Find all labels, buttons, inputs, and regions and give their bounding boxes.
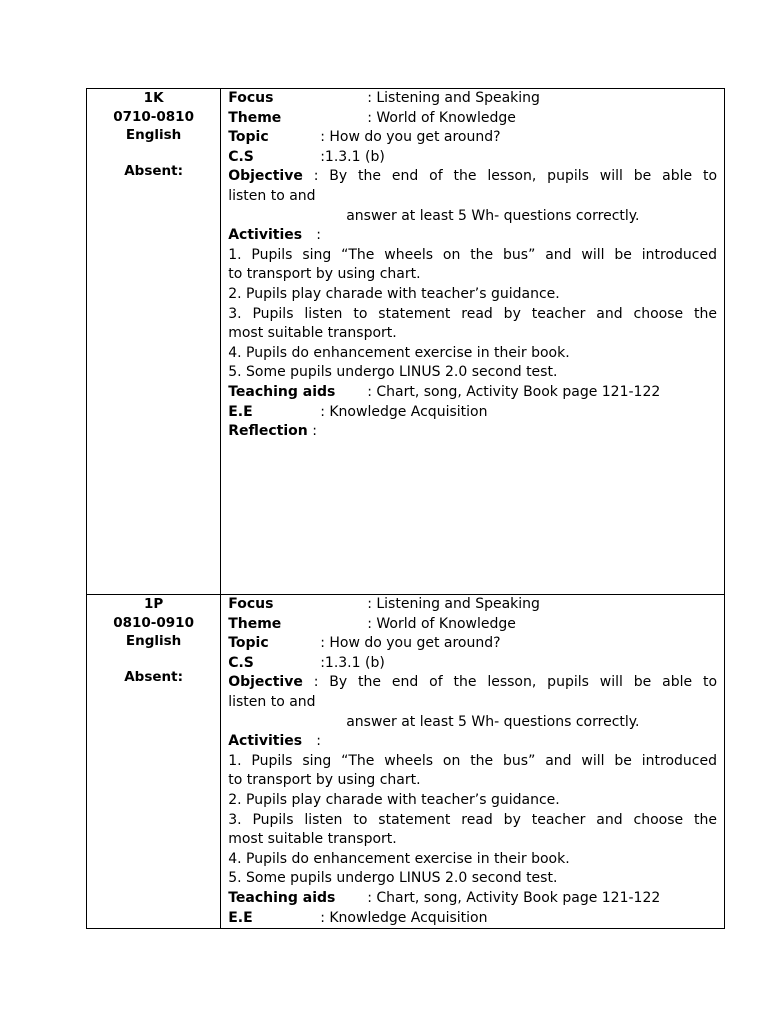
class-info	[87, 595, 220, 686]
class-info-cell	[87, 89, 221, 595]
teaching-aids-label: Teaching aids	[228, 889, 336, 906]
cs-label: C.S	[228, 654, 254, 671]
topic-line	[228, 128, 717, 148]
theme-label: Theme	[228, 615, 282, 632]
objective-line-3	[228, 713, 717, 733]
topic-value: : How do you get around?	[320, 129, 501, 146]
activity-2-line	[228, 791, 717, 811]
ee-value: : Knowledge Acquisition	[320, 403, 488, 420]
focus-value: : Listening and Speaking	[367, 90, 540, 106]
teaching-aids-label: Teaching aids	[228, 383, 336, 400]
objective-line-3	[228, 207, 717, 227]
focus-line	[228, 595, 717, 615]
theme-label: Theme	[228, 109, 282, 126]
absent-label: Absent:	[124, 162, 183, 179]
class-name: 1P	[143, 596, 164, 612]
class-info	[87, 89, 220, 180]
theme-line	[228, 109, 717, 129]
cs-label: C.S	[228, 148, 254, 165]
activity-5-text: 5. Some pupils undergo LINUS 2.0 second test.	[228, 870, 558, 887]
lesson-row	[87, 595, 725, 929]
class-subject: English	[125, 633, 182, 649]
activity-3-line-1	[228, 811, 717, 831]
objective-line	[228, 167, 717, 187]
teaching-aids-value: : Chart, song, Activity Book page 121-122	[367, 383, 661, 400]
activity-3-line-1	[228, 305, 717, 325]
theme-value: : World of Knowledge	[367, 109, 516, 126]
ee-line	[228, 909, 717, 929]
class-info-cell	[87, 595, 221, 929]
activity-2-text: 2. Pupils play charade with teacher’s guidance.	[228, 791, 560, 808]
activity-2-text: 2. Pupils play charade with teacher’s guidance.	[228, 285, 560, 302]
ee-line	[228, 403, 717, 423]
topic-label: Topic	[228, 129, 269, 146]
class-time: 0710-0810	[113, 108, 194, 125]
class-name: 1K	[143, 90, 164, 106]
activity-3-text-1: 3. Pupils listen to statement read by teacher and choose the	[228, 811, 717, 828]
cs-line	[228, 654, 717, 674]
ee-value: : Knowledge Acquisition	[320, 909, 488, 926]
ee-label: E.E	[228, 403, 253, 420]
activity-5-text: 5. Some pupils undergo LINUS 2.0 second test.	[228, 364, 558, 381]
teaching-aids-line	[228, 383, 717, 403]
objective-text-3: answer at least 5 Wh- questions correctly.	[346, 207, 640, 224]
reflection-line	[228, 422, 717, 442]
activities-colon: :	[316, 733, 321, 750]
cs-line	[228, 148, 717, 168]
activity-5-line	[228, 363, 717, 383]
activity-3-line-2	[228, 830, 717, 850]
objective-text-3: answer at least 5 Wh- questions correctly.	[346, 713, 640, 730]
objective-text-1: : By the end of the lesson, pupils will be able to	[313, 674, 717, 691]
reflection-label: Reflection	[228, 423, 308, 440]
lesson-plan-table	[86, 88, 725, 929]
theme-value: : World of Knowledge	[367, 615, 516, 632]
activity-1-line-1	[228, 752, 717, 772]
lesson-details-cell	[221, 595, 725, 929]
activity-4-line	[228, 850, 717, 870]
focus-line	[228, 89, 717, 109]
topic-value: : How do you get around?	[320, 635, 501, 652]
topic-label: Topic	[228, 635, 269, 652]
activities-colon: :	[316, 227, 321, 244]
activity-4-text: 4. Pupils do enhancement exercise in their book.	[228, 344, 570, 361]
activity-2-line	[228, 285, 717, 305]
activity-1-line-1	[228, 246, 717, 266]
objective-line-2	[228, 693, 717, 713]
objective-text-2: listen to and	[228, 693, 316, 710]
activities-label: Activities	[228, 227, 303, 244]
activities-heading	[228, 732, 717, 752]
activity-1-text-1: 1. Pupils sing “The wheels on the bus” and will be introduced	[228, 752, 717, 769]
focus-label: Focus	[228, 596, 274, 612]
activity-1-text-2: to transport by using chart.	[228, 772, 421, 789]
teaching-aids-line	[228, 889, 717, 909]
activities-label: Activities	[228, 733, 303, 750]
ee-label: E.E	[228, 909, 253, 926]
activity-1-text-1: 1. Pupils sing “The wheels on the bus” and will be introduced	[228, 246, 717, 263]
objective-line-2	[228, 187, 717, 207]
activity-5-line	[228, 869, 717, 889]
activity-4-text: 4. Pupils do enhancement exercise in their book.	[228, 850, 570, 867]
focus-value: : Listening and Speaking	[367, 596, 540, 612]
activity-3-text-2: most suitable transport.	[228, 831, 397, 848]
activity-1-line-2	[228, 771, 717, 791]
objective-label: Objective	[228, 168, 303, 185]
lesson-details-cell	[221, 89, 725, 595]
lesson-details	[221, 595, 724, 928]
objective-text-2: listen to and	[228, 187, 316, 204]
class-subject: English	[125, 127, 182, 143]
cs-value: :1.3.1 (b)	[320, 654, 385, 671]
activity-3-line-2	[228, 324, 717, 344]
activity-3-text-2: most suitable transport.	[228, 325, 397, 342]
reflection-colon: :	[312, 423, 317, 440]
teaching-aids-value: : Chart, song, Activity Book page 121-122	[367, 889, 661, 906]
class-time: 0810-0910	[113, 614, 194, 631]
objective-label: Objective	[228, 674, 303, 691]
focus-label: Focus	[228, 90, 274, 106]
activities-heading	[228, 226, 717, 246]
topic-line	[228, 634, 717, 654]
lesson-details	[221, 89, 724, 442]
absent-label: Absent:	[124, 668, 183, 685]
activity-1-text-2: to transport by using chart.	[228, 266, 421, 283]
activity-1-line-2	[228, 265, 717, 285]
activity-4-line	[228, 344, 717, 364]
objective-text-1: : By the end of the lesson, pupils will be able to	[313, 168, 717, 185]
activity-3-text-1: 3. Pupils listen to statement read by teacher and choose the	[228, 305, 717, 322]
cs-value: :1.3.1 (b)	[320, 148, 385, 165]
lesson-row	[87, 89, 725, 595]
objective-line	[228, 673, 717, 693]
theme-line	[228, 615, 717, 635]
